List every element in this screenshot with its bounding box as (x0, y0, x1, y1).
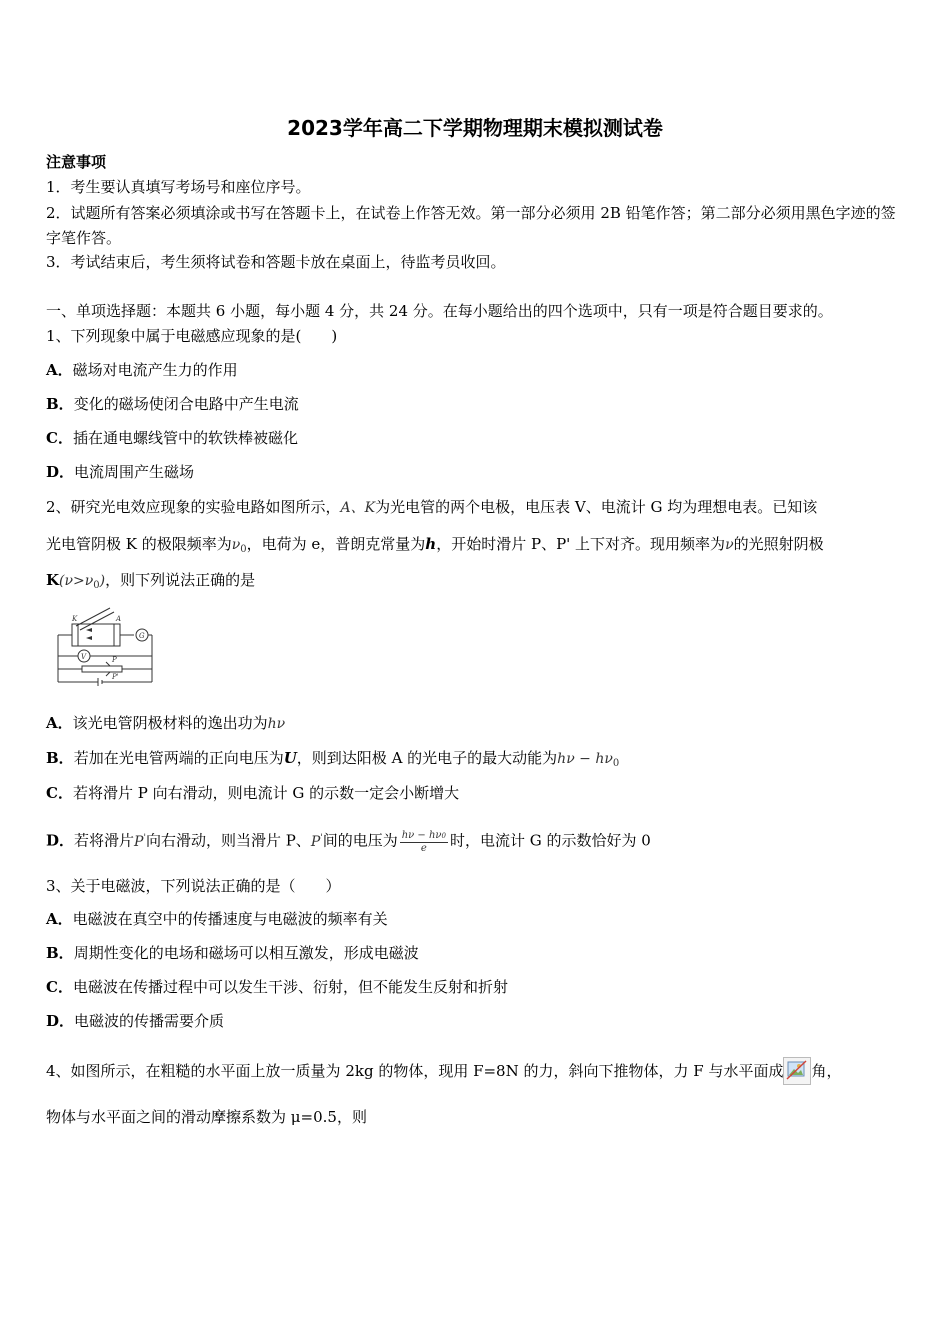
q2-option-b (46, 747, 619, 775)
option-letter: D． (46, 463, 75, 481)
math-p-prime (311, 834, 323, 850)
numerator-text: hν − hν (401, 829, 442, 841)
option-letter: A． (46, 361, 73, 379)
option-text: ，则到达阳极 A 的光电子的最大动能为 (296, 749, 558, 767)
condition-text: (ν>ν (59, 573, 94, 589)
rheostat (82, 666, 122, 672)
q3-stem: 3、关于电磁波，下列说法正确的是（ ） (46, 877, 341, 895)
option-text: 磁场对电流产生力的作用 (72, 361, 238, 379)
q4-text: 4、如图所示，在粗糙的水平面上放一质量为 2kg 的物体，现用 F=8N 的力，斜向下推物体，力 F 与水平面成 (46, 1062, 784, 1080)
option-letter: B． (46, 944, 74, 962)
option-text: 时，电流计 G 的示数恰好为 0 (449, 831, 651, 850)
option-letter: A． (46, 714, 73, 732)
option-letter: D． (46, 831, 75, 850)
q1-option-b (46, 393, 299, 415)
q2-math-h: h (425, 535, 437, 553)
section1-heading: 一、单项选择题：本题共 6 小题，每小题 4 分，共 24 分。在每小题给出的四个选项中，只有一项是符合题目要求的。 (46, 302, 833, 320)
q2-stem-line2 (46, 533, 824, 561)
phototube (72, 624, 120, 646)
option-letter: B． (46, 749, 74, 767)
option-text: 若加在光电管两端的正向电压为 (73, 749, 284, 767)
q3-option-b (46, 942, 419, 964)
notice-item-1: 1．考生要认真填写考场号和座位序号。 (46, 178, 311, 196)
q2-math-nu0 (232, 537, 247, 553)
option-text: 电磁波在传播过程中可以发生干涉、衍射，但不能发生反射和折射 (72, 978, 508, 996)
math-expr: hν − hν (557, 751, 613, 767)
math-h-nu: hν (267, 716, 286, 732)
q2-stem-line3 (46, 569, 255, 597)
label-g: G (139, 632, 145, 640)
option-text: 电磁波的传播需要介质 (74, 1012, 225, 1030)
fraction-numerator (400, 830, 448, 843)
notice-item-3: 3．考试结束后，考生须将试卷和答题卡放在桌面上，待监考员收回。 (46, 253, 506, 271)
q2-text: 2、研究光电效应现象的实验电路如图所示， (46, 498, 341, 516)
notice-heading: 注意事项 (46, 153, 107, 171)
q2-text: K (46, 571, 60, 589)
q4-stem-line1 (46, 1057, 841, 1085)
q1-option-a (46, 359, 238, 381)
option-text: 若将滑片 P 向右滑动，则电流计 G 的示数一定会小断增大 (72, 784, 460, 802)
p-symbol: P (134, 833, 144, 850)
option-letter: C． (46, 784, 73, 802)
nu-symbol: ν (231, 537, 241, 553)
prime-mark: ' (143, 833, 146, 843)
label-k: K (72, 615, 78, 623)
label-p: P (112, 656, 117, 664)
subscript: 0 (240, 544, 247, 555)
subscript: 0 (441, 831, 446, 840)
q2-text: 的光照射阴极 (733, 535, 824, 553)
q2-math-nu: ν (725, 537, 734, 553)
subscript: 0 (93, 580, 100, 591)
q2-stem-line1 (46, 496, 817, 519)
math-max-ke (557, 751, 619, 767)
option-letter: A． (46, 910, 73, 928)
q4-stem-line2: 物体与水平面之间的滑动摩擦系数为 μ=0.5，则 (46, 1108, 367, 1126)
q2-math-ak: A、K (340, 500, 376, 516)
option-letter: D． (46, 1012, 75, 1030)
option-text: 电流周围产生磁场 (74, 463, 195, 481)
option-text: 电磁波在真空中的传播速度与电磁波的频率有关 (72, 910, 388, 928)
math-u: U (283, 749, 297, 767)
q3-option-a (46, 908, 388, 930)
electron-arrow (86, 636, 92, 640)
option-letter: B． (46, 395, 74, 413)
option-text: 向右滑动，则当滑片 P、 (145, 831, 311, 850)
q2-text: ，开始时滑片 P、P' 上下对齐。现用频率为 (436, 535, 726, 553)
broken-image-icon (783, 1057, 811, 1085)
page-title: 2023学年高二下学期物理期末模拟测试卷 (287, 116, 663, 140)
q2-text: 光电管阴极 K 的极限频率为 (46, 535, 232, 553)
option-text: 周期性变化的电场和磁场可以相互激发，形成电磁波 (73, 944, 419, 962)
p-symbol: P (310, 833, 321, 850)
option-text: 该光电管阴极材料的逸出功为 (72, 714, 268, 732)
option-letter: C． (46, 978, 73, 996)
notice-item-2: 2．试题所有答案必须填涂或书写在答题卡上，在试卷上作答无效。第一部分必须用 2B 铅笔作答；第二部分必须用黑色字迹的签字笔作答。 (46, 204, 896, 247)
option-letter: C． (46, 429, 73, 447)
condition-text: ) (99, 573, 106, 589)
option-text: 变化的磁场使闭合电路中产生电流 (73, 395, 299, 413)
math-p-prime (134, 834, 146, 850)
prime-mark: ' (320, 833, 323, 843)
label-a: A (116, 615, 122, 623)
q2-option-d (46, 827, 651, 854)
q1-option-c (46, 427, 298, 449)
q1-stem: 1、下列现象中属于电磁感应现象的是( ) (46, 327, 338, 345)
option-text: 若将滑片 (74, 831, 135, 850)
label-v: V (81, 653, 87, 661)
option-text: 间的电压为 (322, 831, 398, 850)
q1-option-d (46, 461, 194, 483)
math-fraction (400, 830, 448, 854)
q3-option-d (46, 1010, 224, 1032)
q3-option-c (46, 976, 508, 998)
q2-text: ，则下列说法正确的是 (105, 571, 256, 589)
photoelectric-circuit-diagram (52, 606, 156, 692)
electron-arrow (86, 628, 92, 632)
q4-text: 角， (811, 1062, 842, 1080)
q2-math-condition (59, 573, 105, 589)
q2-text: ，电荷为 e，普朗克常量为 (246, 535, 426, 553)
fraction-denominator: e (420, 842, 427, 854)
q2-text: 为光电管的两个电极，电压表 V、电流计 G 均为理想电表。已知该 (375, 498, 818, 516)
label-p-prime: P' (112, 673, 119, 681)
q2-option-a (46, 712, 285, 735)
subscript: 0 (612, 758, 620, 769)
option-text: 插在通电螺线管中的软铁棒被磁化 (72, 429, 298, 447)
q2-option-c (46, 782, 459, 804)
